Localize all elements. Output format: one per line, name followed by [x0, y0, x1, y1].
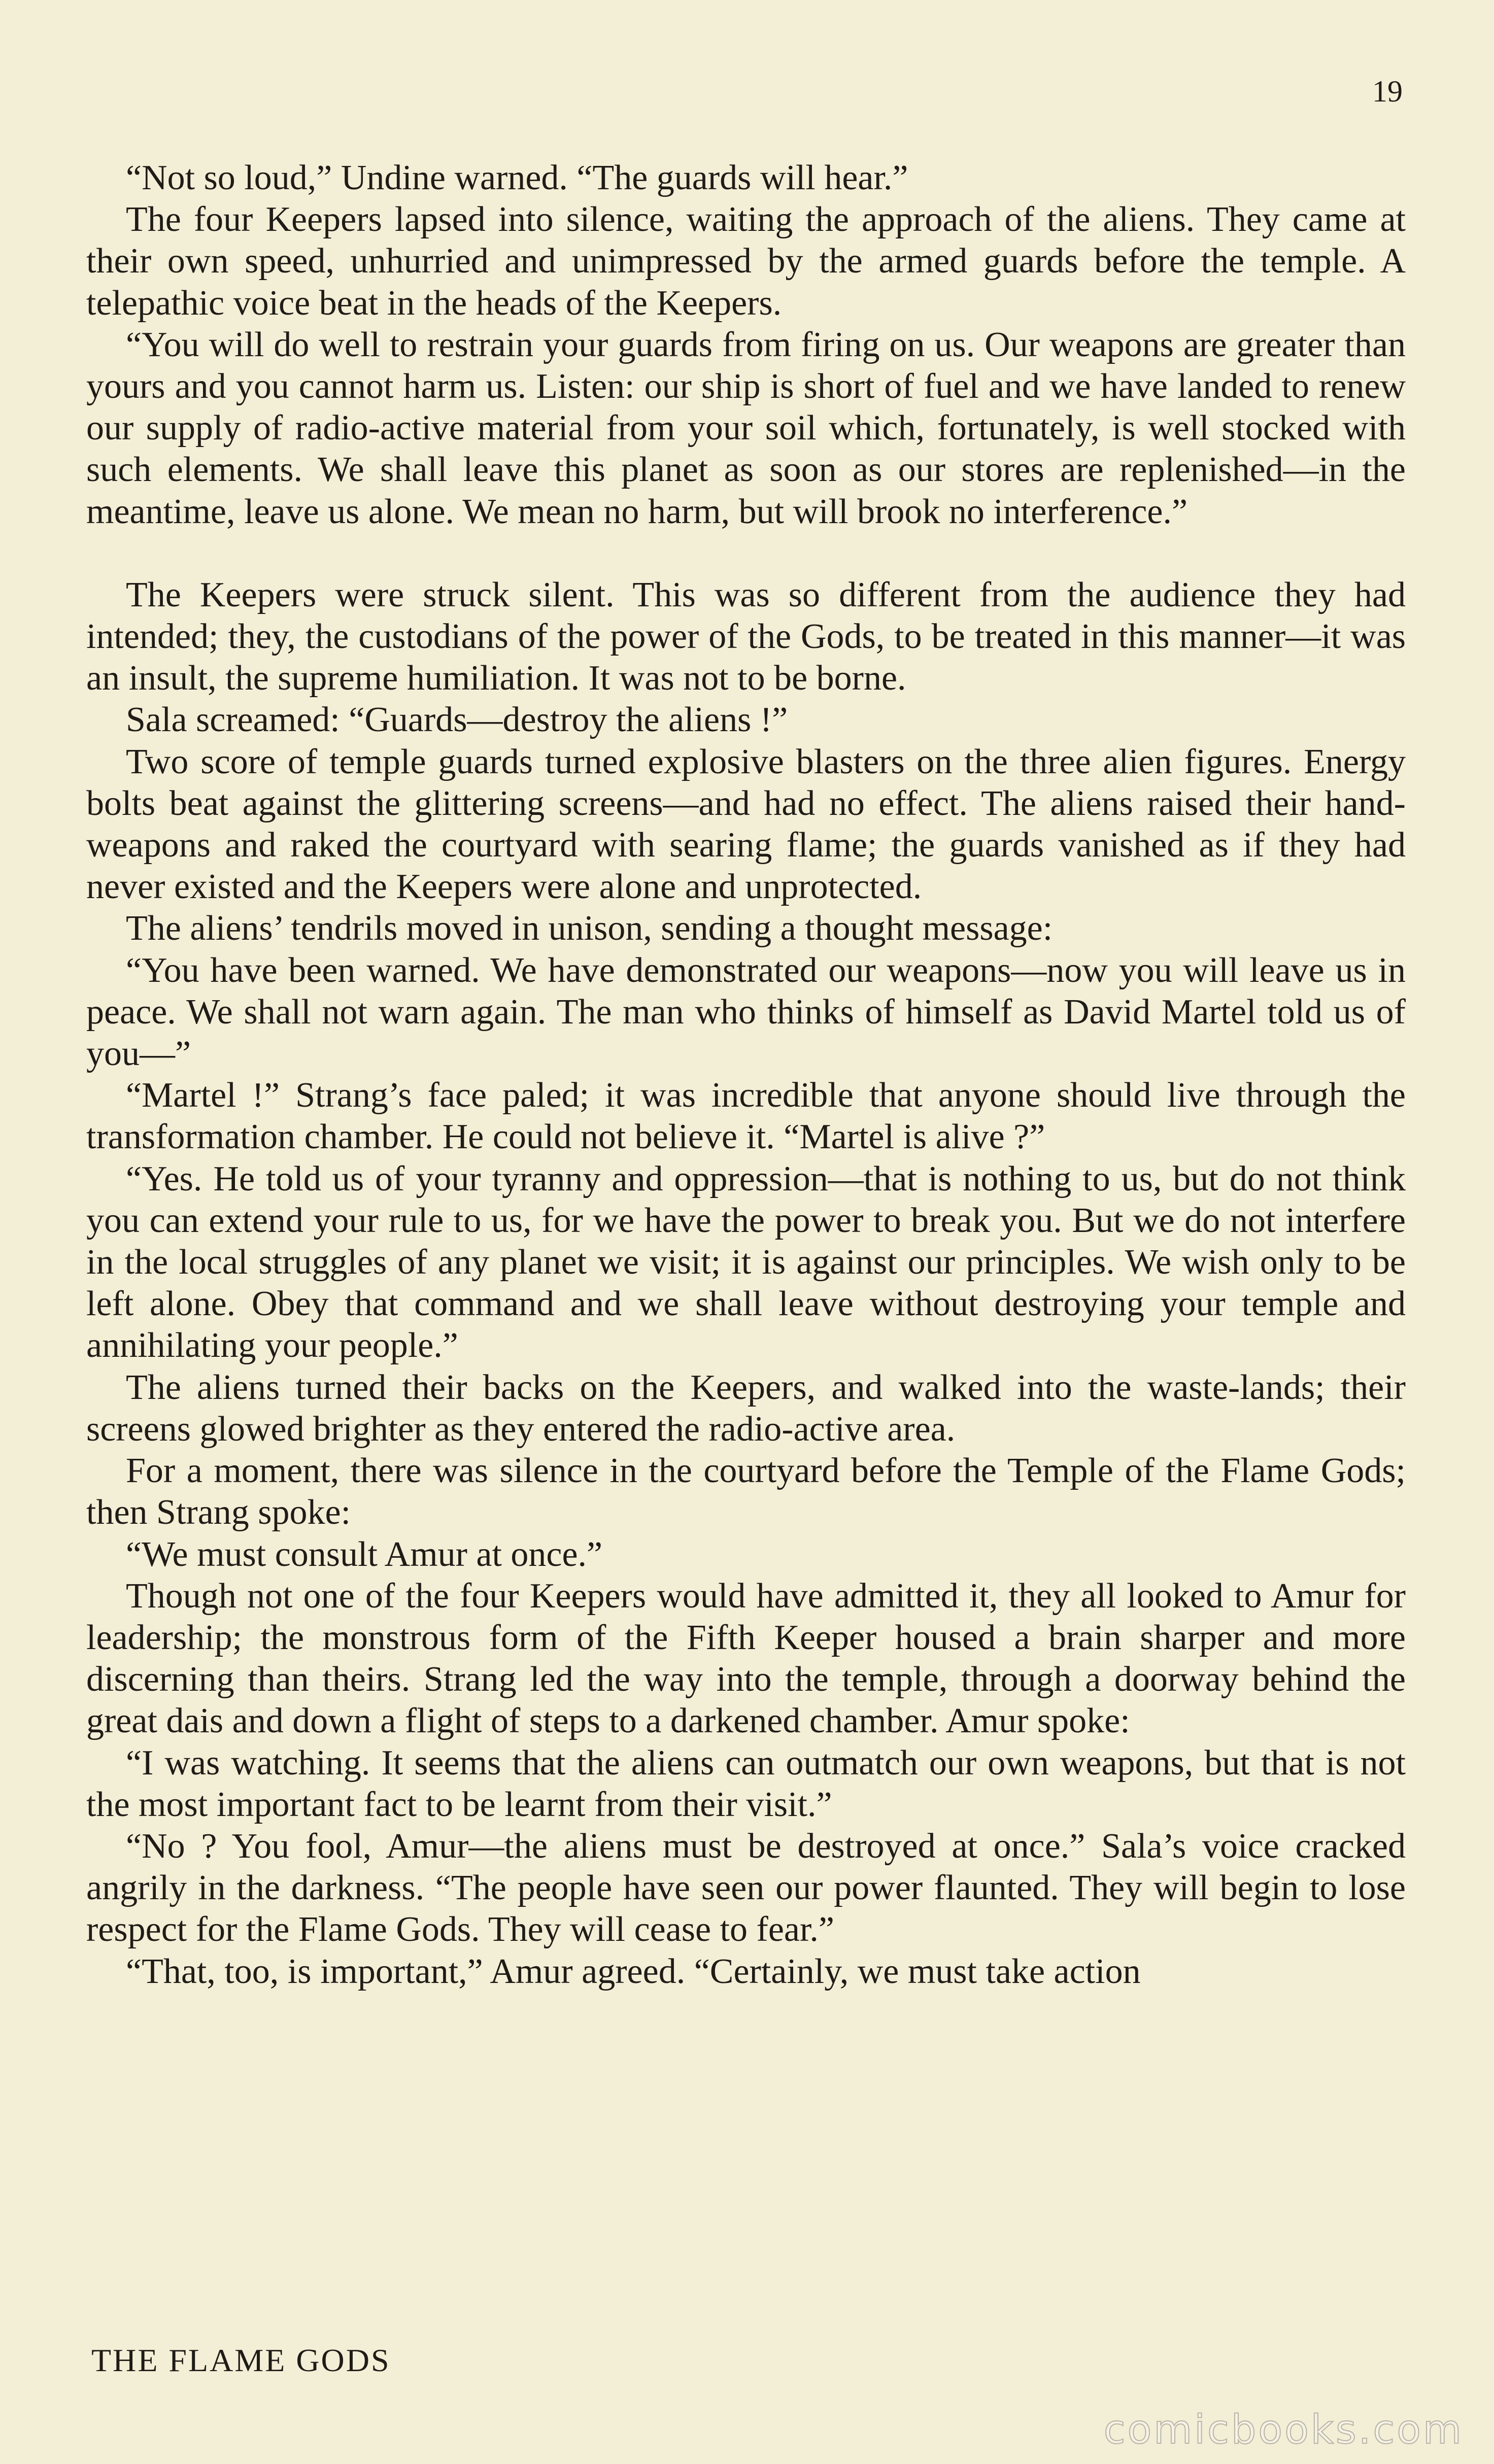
running-footer-title: THE FLAME GODS — [91, 2342, 391, 2378]
paragraph: Though not one of the four Keepers would have admitted it, they all looked to Amur for leadership; the monstrous form of the Fifth Keeper housed a brain sharper and more discerning than theirs. Strang led the way into the temple, through a doorway behind the great dais and down a flight of steps to a darkened chamber. Amur spoke: — [86, 1576, 1406, 1741]
body-text — [86, 157, 1406, 1993]
paragraph: The Keepers were struck silent. This was so different from the audience they had intended; they, the custodians of the power of the Gods, to be treated in this manner—it was an insult, the supreme humiliation. It was not to be borne. — [86, 575, 1406, 698]
paragraph: “You have been warned. We have demonstrated our weapons—now you will leave us in peace. We shall not warn again. The man who thinks of himself as David Martel told us of you—” — [86, 950, 1406, 1074]
paragraph: “Martel !” Strang’s face paled; it was incredible that anyone should live through the transformation chamber. He could not believe it. “Martel is alive ?” — [86, 1076, 1406, 1157]
paragraph: Two score of temple guards turned explosive blasters on the three alien figures. Energy bolts beat against the glittering screens—and had no effect. The aliens raised their hand-weapons and raked the courtyard with searing flame; the guards vanished as if they had never existed and the Keepers were alone and unprotected. — [86, 742, 1406, 907]
watermark: comicbooks.com — [1103, 2407, 1464, 2453]
paragraph: The four Keepers lapsed into silence, waiting the approach of the aliens. They came at their own speed, unhurried and unimpressed by the armed guards before the temple. A telepathic voice beat in the heads of the Keepers. — [86, 200, 1406, 323]
paragraph: “That, too, is important,” Amur agreed. “Certainly, we must take action — [126, 1952, 1141, 1991]
paragraph: “Yes. He told us of your tyranny and oppression—that is nothing to us, but do not think you can extend your rule to us, for we have the power to break you. But we do not interfere in the local struggles of any planet we visit; it is against our principles. We wish only to be left alone. Obey that command and we shall leave without destroying your temple and annihilating your people.” — [86, 1159, 1406, 1365]
paragraph: “Not so loud,” Undine warned. “The guards will hear.” — [126, 158, 908, 197]
page-number: 19 — [1372, 75, 1403, 108]
paragraph: The aliens’ tendrils moved in unison, sending a thought message: — [126, 909, 1053, 948]
paragraph: Sala screamed: “Guards—destroy the aliens !” — [126, 700, 788, 740]
paragraph: For a moment, there was silence in the courtyard before the Temple of the Flame Gods; then Strang spoke: — [86, 1451, 1406, 1532]
paragraph: “We must consult Amur at once.” — [126, 1534, 603, 1574]
paragraph: The aliens turned their backs on the Keepers, and walked into the waste-lands; their screens glowed brighter as they entered the radio-active area. — [86, 1367, 1406, 1449]
paragraph: “I was watching. It seems that the aliens can outmatch our own weapons, but that is not the most important fact to be learnt from their visit.” — [86, 1743, 1406, 1824]
paragraph: “No ? You fool, Amur—the aliens must be destroyed at once.” Sala’s voice cracked angrily in the darkness. “The people have seen our power flaunted. They will begin to lose respect for the Flame Gods. They will cease to fear.” — [86, 1826, 1406, 1949]
paragraph: “You will do well to restrain your guards from firing on us. Our weapons are greater than yours and you cannot harm us. Listen: our ship is short of fuel and we have landed to renew our supply of radio-active material from your soil which, fortunately, is well stocked with such elements. We shall leave this planet as soon as our stores are replenished—in the meantime, leave us alone. We mean no harm, but will brook no interference.” — [86, 325, 1406, 531]
